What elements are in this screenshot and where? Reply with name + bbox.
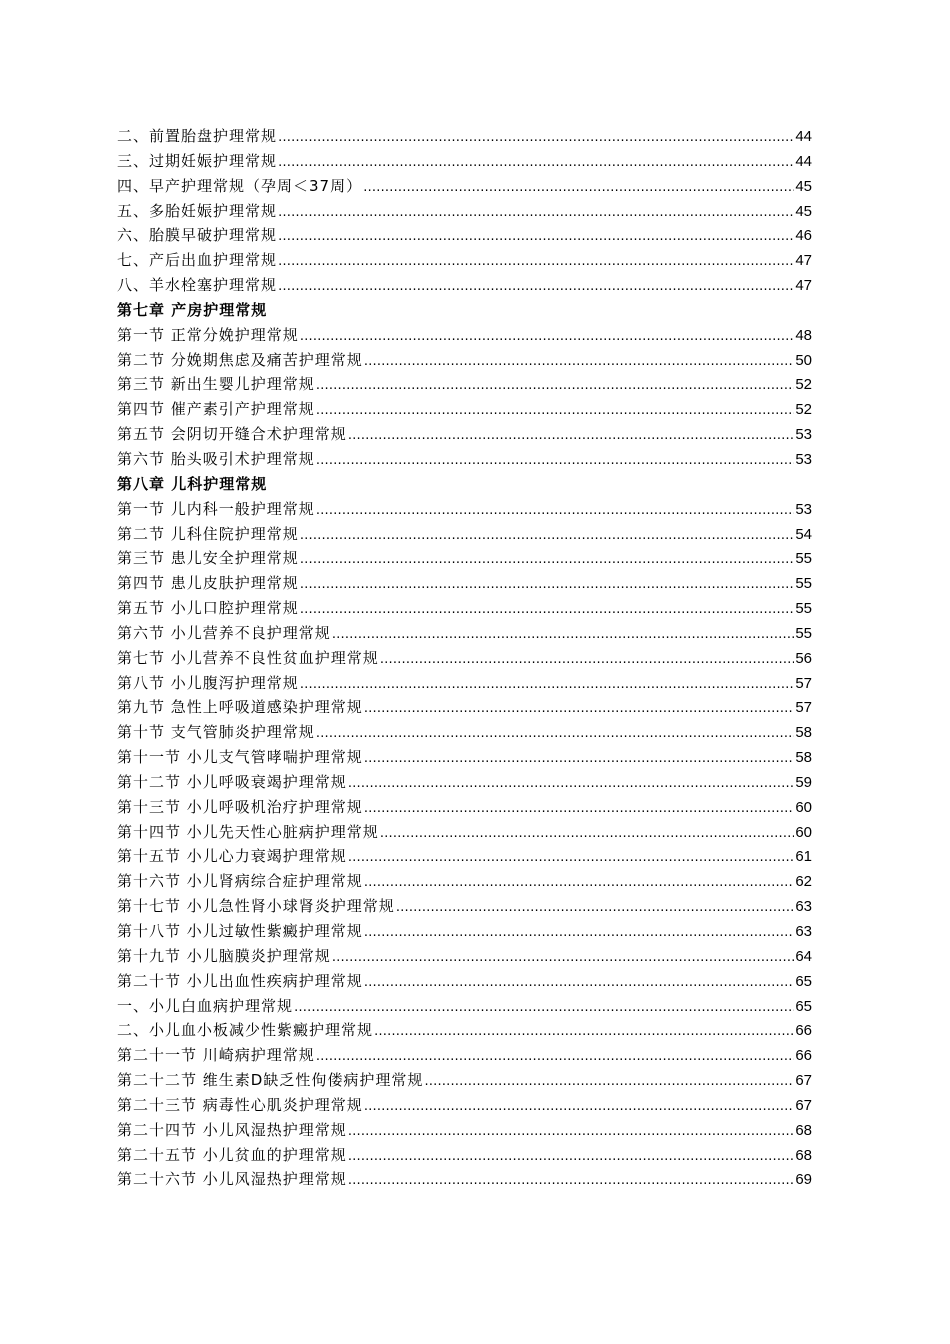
toc-entry-title: 第二十二节 维生素D缺乏性佝偻病护理常规	[117, 1071, 424, 1090]
toc-dot-leader	[332, 621, 795, 648]
toc-entry-title: 第二十五节 小儿贫血的护理常规	[117, 1145, 347, 1164]
toc-entry-title: 第九节 急性上呼吸道感染护理常规	[117, 698, 363, 717]
toc-entry[interactable]	[117, 1068, 812, 1093]
toc-page-number: 55	[795, 600, 812, 618]
toc-entry-title: 第十九节 小儿脑膜炎护理常规	[117, 946, 331, 965]
toc-entry[interactable]	[117, 522, 812, 547]
toc-page-number: 55	[795, 550, 812, 568]
toc-dot-leader	[348, 844, 795, 871]
toc-dot-leader	[294, 994, 794, 1021]
toc-entry[interactable]	[117, 770, 812, 795]
toc-entry-title: 第十三节 小儿呼吸机治疗护理常规	[117, 797, 363, 816]
toc-entry[interactable]	[117, 447, 812, 472]
toc-page-number: 59	[795, 773, 812, 791]
toc-page-number: 66	[795, 1047, 812, 1065]
toc-dot-leader	[348, 770, 795, 797]
toc-dot-leader	[348, 422, 795, 449]
toc-dot-leader	[300, 323, 795, 350]
toc-entry[interactable]	[117, 422, 812, 447]
toc-entry[interactable]	[117, 795, 812, 820]
toc-page-number: 57	[795, 699, 812, 717]
toc-page-number: 53	[795, 450, 812, 468]
toc-page-number: 67	[795, 1096, 812, 1114]
toc-entry-title: 第五节 小儿口腔护理常规	[117, 599, 299, 618]
toc-page-number: 45	[795, 177, 812, 195]
toc-entry[interactable]	[117, 820, 812, 845]
toc-page-number: 47	[795, 252, 812, 270]
toc-dot-leader	[316, 397, 795, 424]
toc-entry[interactable]	[117, 497, 812, 522]
toc-dot-leader	[348, 1118, 795, 1145]
toc-page-number: 58	[795, 749, 812, 767]
toc-dot-leader	[316, 372, 795, 399]
toc-entry[interactable]	[117, 149, 812, 174]
toc-page-number: 53	[795, 426, 812, 444]
toc-chapter-heading: 第七章 产房护理常规	[117, 300, 268, 319]
toc-dot-leader	[300, 596, 795, 623]
toc-page-number: 60	[795, 823, 812, 841]
toc-dot-leader	[300, 571, 795, 598]
toc-dot-leader	[300, 671, 795, 698]
toc-dot-leader	[380, 820, 795, 847]
toc-entry-title: 第二十节 小儿出血性疾病护理常规	[117, 971, 363, 990]
toc-page-number: 48	[795, 326, 812, 344]
toc-entry[interactable]	[117, 646, 812, 671]
toc-entry-title: 第四节 患儿皮肤护理常规	[117, 574, 299, 593]
toc-entry-title: 第八节 小儿腹泻护理常规	[117, 673, 299, 692]
toc-entry[interactable]	[117, 348, 812, 373]
toc-entry[interactable]	[117, 571, 812, 596]
toc-entry-title: 一、小儿白血病护理常规	[117, 996, 294, 1015]
toc-page-number: 52	[795, 376, 812, 394]
toc-dot-leader	[278, 273, 794, 300]
toc-dot-leader	[396, 894, 795, 921]
toc-entry-title: 第一节 正常分娩护理常规	[117, 325, 299, 344]
toc-entry[interactable]	[117, 1018, 812, 1043]
toc-entry[interactable]	[117, 397, 812, 422]
toc-dot-leader	[278, 199, 794, 226]
toc-entry[interactable]	[117, 596, 812, 621]
toc-page-number: 67	[795, 1072, 812, 1090]
toc-entry[interactable]	[117, 1143, 812, 1168]
toc-entry-title: 第十二节 小儿呼吸衰竭护理常规	[117, 772, 347, 791]
toc-entry-title: 五、多胎妊娠护理常规	[117, 201, 278, 220]
toc-page-number: 68	[795, 1121, 812, 1139]
toc-entry-title: 第一节 儿内科一般护理常规	[117, 499, 315, 518]
toc-dot-leader	[364, 745, 795, 772]
toc-dot-leader	[316, 447, 795, 474]
toc-entry[interactable]	[117, 1118, 812, 1143]
toc-dot-leader	[374, 1018, 794, 1045]
toc-entry[interactable]	[117, 1093, 812, 1118]
toc-entry[interactable]	[117, 844, 812, 869]
toc-entry[interactable]	[117, 894, 812, 919]
toc-entry-title: 第三节 患儿安全护理常规	[117, 549, 299, 568]
toc-entry[interactable]	[117, 174, 812, 199]
toc-dot-leader	[348, 1167, 795, 1194]
toc-entry-title: 第六节 小儿营养不良护理常规	[117, 623, 331, 642]
toc-page-number: 61	[795, 848, 812, 866]
toc-page-number: 60	[795, 798, 812, 816]
toc-entry[interactable]	[117, 546, 812, 571]
toc-entry-title: 六、胎膜早破护理常规	[117, 226, 278, 245]
toc-entry-title: 第六节 胎头吸引术护理常规	[117, 449, 315, 468]
toc-dot-leader	[364, 795, 795, 822]
toc-entry-title: 第三节 新出生婴儿护理常规	[117, 375, 315, 394]
toc-entry-title: 第二十六节 小儿风湿热护理常规	[117, 1170, 347, 1189]
toc-page-number: 62	[795, 873, 812, 891]
toc-dot-leader	[363, 174, 794, 201]
toc-dot-leader	[380, 646, 795, 673]
toc-entry-title: 第四节 催产素引产护理常规	[117, 400, 315, 419]
toc-entry[interactable]	[117, 919, 812, 944]
toc-dot-leader	[424, 1068, 794, 1095]
toc-page-number: 63	[795, 898, 812, 916]
toc-entry-title: 四、早产护理常规（孕周＜37周）	[117, 176, 363, 195]
toc-entry-title: 第二节 分娩期焦虑及痛苦护理常规	[117, 350, 363, 369]
toc-entry[interactable]	[117, 745, 812, 770]
toc-entry-title: 第十六节 小儿肾病综合症护理常规	[117, 872, 363, 891]
toc-entry[interactable]	[117, 944, 812, 969]
toc-entry[interactable]	[117, 124, 812, 149]
toc-dot-leader	[364, 1093, 795, 1120]
toc-page-number: 68	[795, 1146, 812, 1164]
toc-dot-leader	[300, 522, 795, 549]
toc-entry-title: 第十五节 小儿心力衰竭护理常规	[117, 847, 347, 866]
toc-page-number: 64	[795, 947, 812, 965]
toc-dot-leader	[364, 919, 795, 946]
toc-page-number: 54	[795, 525, 812, 543]
toc-entry[interactable]	[117, 695, 812, 720]
toc-entry-title: 第七节 小儿营养不良性贫血护理常规	[117, 648, 379, 667]
toc-dot-leader	[364, 695, 795, 722]
toc-entry-title: 第十四节 小儿先天性心脏病护理常规	[117, 822, 379, 841]
toc-page-number: 65	[795, 972, 812, 990]
toc-page-number: 56	[795, 649, 812, 667]
toc-page-number: 55	[795, 624, 812, 642]
toc-dot-leader	[278, 124, 794, 151]
toc-entry[interactable]	[117, 248, 812, 273]
toc-page-number: 65	[795, 997, 812, 1015]
toc-entry[interactable]	[117, 199, 812, 224]
toc-dot-leader	[332, 944, 795, 971]
toc-page-number: 47	[795, 277, 812, 295]
toc-page-number: 58	[795, 724, 812, 742]
toc-dot-leader	[278, 223, 794, 250]
toc-entry[interactable]	[117, 372, 812, 397]
toc-page-number: 52	[795, 401, 812, 419]
toc-page-number: 46	[795, 227, 812, 245]
toc-dot-leader	[364, 869, 795, 896]
toc-dot-leader	[364, 348, 795, 375]
toc-entry-title: 第十八节 小儿过敏性紫癜护理常规	[117, 922, 363, 940]
toc-entry[interactable]	[117, 621, 812, 646]
toc-entry[interactable]	[117, 1043, 812, 1068]
toc-page-number: 69	[795, 1171, 812, 1189]
toc-entry[interactable]	[117, 969, 812, 994]
toc-entry-title: 第五节 会阴切开缝合术护理常规	[117, 425, 347, 444]
toc-entry-title: 第二十一节 川崎病护理常规	[117, 1046, 315, 1065]
toc-page-number: 53	[795, 500, 812, 518]
toc-entry-title: 第十节 支气管肺炎护理常规	[117, 723, 315, 742]
toc-entry-title: 第十七节 小儿急性肾小球肾炎护理常规	[117, 897, 395, 916]
toc-dot-leader	[348, 1143, 795, 1170]
toc-page-number: 44	[795, 128, 812, 145]
toc-entry-title: 第二十四节 小儿风湿热护理常规	[117, 1120, 347, 1139]
toc-entry[interactable]	[117, 994, 812, 1019]
toc-entry-title: 三、过期妊娠护理常规	[117, 151, 278, 170]
toc-entry[interactable]	[117, 323, 812, 348]
toc-chapter-heading: 第八章 儿科护理常规	[117, 474, 268, 493]
toc-entry-title: 二、前置胎盘护理常规	[117, 127, 278, 145]
toc-page-number: 63	[795, 923, 812, 940]
toc-entry-title: 第二十三节 病毒性心肌炎护理常规	[117, 1095, 363, 1114]
toc-entry[interactable]	[117, 273, 812, 298]
toc-page-number: 45	[795, 202, 812, 220]
toc-entry[interactable]	[117, 223, 812, 248]
toc-page-number: 66	[795, 1022, 812, 1040]
toc-dot-leader	[316, 1043, 795, 1070]
toc-dot-leader	[278, 149, 794, 176]
toc-entry-title: 二、小儿血小板减少性紫癜护理常规	[117, 1021, 374, 1040]
toc-dot-leader	[316, 497, 795, 524]
toc-entry-title: 七、产后出血护理常规	[117, 251, 278, 270]
toc-dot-leader	[364, 969, 795, 996]
toc-entry[interactable]	[117, 1167, 812, 1192]
toc-entry-title: 第二节 儿科住院护理常规	[117, 524, 299, 543]
toc-entry[interactable]	[117, 720, 812, 745]
toc-entry-title: 八、羊水栓塞护理常规	[117, 276, 278, 295]
toc-page-number: 57	[795, 674, 812, 692]
toc-entry-title: 第十一节 小儿支气管哮喘护理常规	[117, 748, 363, 767]
toc-dot-leader	[278, 248, 794, 275]
toc-page-number: 50	[795, 351, 812, 369]
table-of-contents	[117, 124, 812, 1192]
toc-page-number: 55	[795, 575, 812, 593]
toc-entry[interactable]	[117, 869, 812, 894]
toc-entry[interactable]	[117, 671, 812, 696]
toc-page-number: 44	[795, 152, 812, 170]
toc-dot-leader	[300, 546, 795, 573]
toc-dot-leader	[316, 720, 795, 747]
